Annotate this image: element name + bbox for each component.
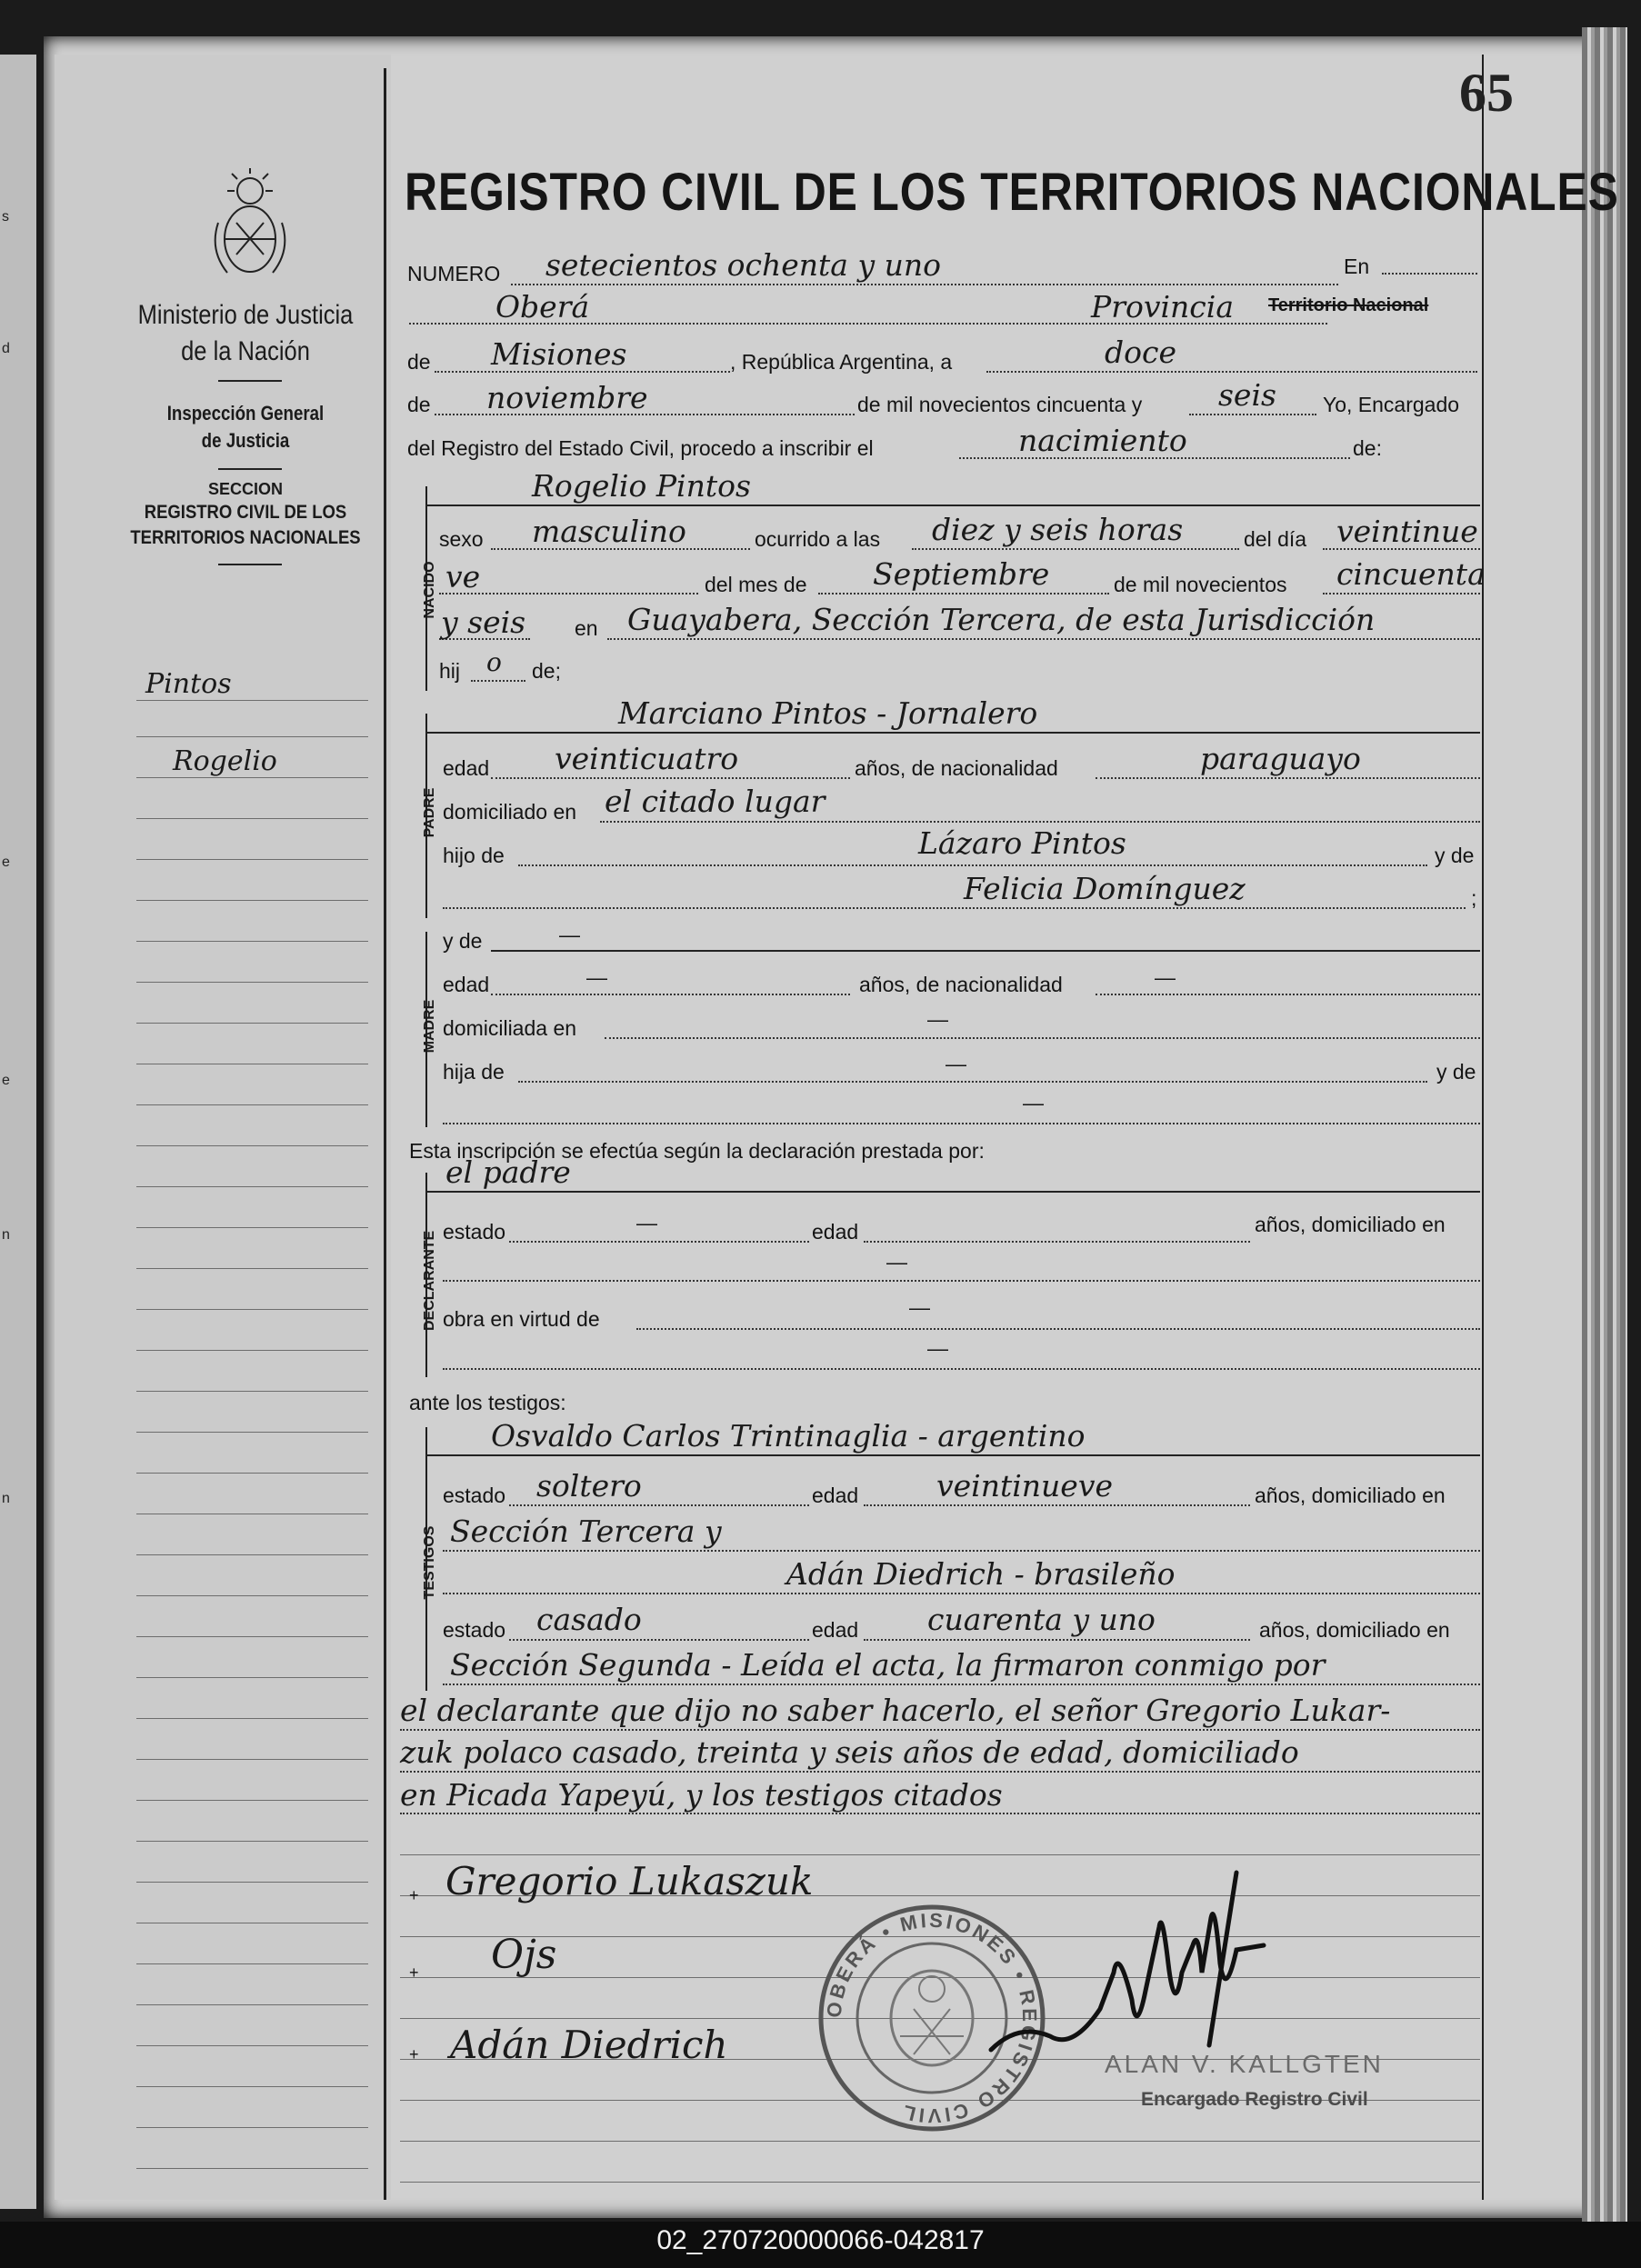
madre-y-de-end-label: y de (1436, 1060, 1476, 1084)
testigo-1-name-line (425, 1454, 1480, 1456)
header-divider (218, 380, 282, 382)
closing-line-3-rule (400, 1813, 1480, 1814)
declarante-obra-line (636, 1328, 1480, 1330)
signature-mark: + (409, 1886, 419, 1904)
declarante-dash: — (636, 1211, 657, 1234)
signature-mark: + (409, 1963, 419, 1982)
year-line (1189, 414, 1316, 415)
testigo-2-estado-line (509, 1639, 809, 1641)
officer-name: ALAN V. KALLGTEN (1105, 2050, 1384, 2078)
padre-hijo-de-value: Lázaro Pintos (918, 825, 1126, 861)
provincia-value: Provincia (1091, 289, 1235, 325)
de-colon: de: (1353, 436, 1382, 460)
nacido-label: NACIDO (422, 561, 437, 619)
lugar-value: Guayabera, Sección Tercera, de esta Jurisdicción (627, 602, 1376, 637)
previous-page-fragment: s (2, 209, 9, 225)
padre-domicilio-label: domiciliado en (443, 800, 577, 824)
officer-signature-icon (964, 1863, 1327, 2082)
signature-declarant: Gregorio Lukaszuk (445, 1859, 814, 1903)
madre-dash: — (586, 965, 607, 989)
nacido-mil-label: de mil novecientos (1114, 573, 1287, 596)
padre-hijo-de-label: hijo de (443, 844, 505, 867)
stamp-text: OBERÁ • MISIONES • REGISTRO CIVIL (822, 1908, 1042, 2128)
signature-mark: + (409, 2045, 419, 2063)
hij-suffix: o (486, 647, 502, 677)
previous-page-fragment: e (2, 1073, 10, 1088)
mes-value: Septiembre (873, 556, 1050, 592)
testigo-1-name: Osvaldo Carlos Trintinaglia - argentino (491, 1418, 1086, 1454)
closing-line-1-rule (400, 1729, 1480, 1731)
padre-hijo-de-line (518, 864, 1427, 866)
margin-divider-line (384, 68, 386, 2200)
testigos-intro: ante los testigos: (409, 1391, 566, 1414)
padre-edad-value: veinticuatro (555, 741, 739, 776)
declarante-value-line (425, 1191, 1480, 1193)
madre-end-line (443, 1123, 1480, 1124)
padre-semicolon: ; (1471, 886, 1477, 910)
testigos-label: TESTIGOS (422, 1525, 437, 1600)
testigo-2-edad: cuarenta y uno (927, 1602, 1156, 1637)
dia-value-2: ve (445, 559, 481, 594)
testigo-1-domicilio-label: años, domiciliado en (1255, 1484, 1446, 1507)
declarante-estado-line (509, 1241, 809, 1243)
yo-label: Yo, Encargado (1323, 393, 1460, 416)
header-divider (218, 564, 282, 565)
testigo-2-name-line (443, 1593, 1480, 1594)
padre-nacionalidad-line (1096, 777, 1480, 779)
previous-page-fragment: d (2, 341, 10, 356)
declarante-estado-label: estado (443, 1220, 506, 1244)
previous-page-edge (0, 55, 36, 2209)
testigo-2-name: Adán Diedrich - brasileño (786, 1556, 1176, 1592)
nacido-name-line (425, 505, 1480, 506)
ministry-line-2: de la Nación (181, 336, 310, 366)
declarante-obra-label: obra en virtud de (443, 1307, 600, 1331)
republica-label: , República Argentina, a (730, 350, 953, 374)
declarante-label: DECLARANTE (422, 1230, 437, 1331)
nacido-de-label: de; (532, 659, 561, 683)
declarante-value: el padre (445, 1154, 571, 1190)
sexo-label: sexo (439, 527, 484, 551)
padre-y-de-label: y de (1435, 844, 1475, 867)
ministry-line-1: Ministerio de Justicia (137, 300, 354, 330)
madre-dash: — (559, 923, 580, 946)
testigo-2-edad-label: edad (812, 1618, 859, 1642)
nacido-en-label: en (575, 616, 598, 640)
inspection-line-1: Inspección General (166, 402, 325, 425)
madre-hija-de-line (518, 1081, 1427, 1083)
padre-edad-label: edad (443, 756, 490, 780)
hora-line (912, 548, 1239, 550)
province-value: Misiones (491, 336, 627, 372)
declarante-dash: — (909, 1295, 930, 1319)
section-word: SECCION (207, 480, 283, 498)
madre-edad-line (491, 994, 850, 995)
testigo-2-edad-line (864, 1639, 1250, 1641)
testigo-1-domicilio: Sección Tercera y (450, 1514, 722, 1549)
left-margin-column (55, 55, 391, 2200)
declarante-end-line (443, 1368, 1480, 1370)
padre-domicilio-value: el citado lugar (605, 784, 826, 819)
mes-line (818, 593, 1109, 594)
testigo-2-estado: casado (536, 1602, 642, 1637)
testigo-1-edad-line (864, 1504, 1250, 1506)
hora-value: diez y seis horas (932, 512, 1184, 547)
numero-value: setecientos ochenta y uno (545, 247, 941, 283)
declarante-edad-line (864, 1241, 1250, 1243)
sexo-value: masculino (532, 514, 686, 549)
madre-dash: — (946, 1052, 966, 1075)
del-dia-label: del día (1244, 527, 1307, 551)
document-title: REGISTRO CIVIL DE LOS TERRITORIOS NACIONALES (405, 163, 1619, 222)
padre-edad-line (491, 777, 850, 779)
testigo-1-domicilio-line (443, 1550, 1480, 1552)
section-name-line-1: REGISTRO CIVIL DE LOS (144, 502, 347, 523)
month-value: noviembre (486, 380, 648, 415)
header-divider (218, 468, 282, 470)
hij-line (471, 680, 525, 682)
testigo-1-edad-label: edad (812, 1484, 859, 1507)
previous-page-fragment: n (2, 1491, 10, 1506)
book-page-edges (1582, 27, 1627, 2227)
event-value: nacimiento (1018, 423, 1187, 458)
testigo-2-domicilio-label: años, domiciliado en (1259, 1618, 1450, 1642)
right-border-line (1482, 55, 1484, 2200)
testigo-2-domicilio: Sección Segunda - Leída el acta, la firmaron conmigo por (450, 1647, 1326, 1683)
officer-title: Encargado Registro Civil (1141, 2089, 1368, 2110)
mes-label: del mes de (705, 573, 807, 596)
anio-line (1323, 593, 1480, 594)
coat-of-arms-icon (209, 168, 291, 286)
place-value: Oberá (495, 289, 590, 325)
numero-line (511, 284, 1338, 285)
padre-madre-value: Felicia Domínguez (964, 871, 1246, 906)
closing-line-2: zuk polaco casado, treinta y seis años de edad, domiciliado (400, 1734, 1299, 1770)
de-label: de (407, 350, 431, 374)
madre-edad-label: edad (443, 973, 490, 996)
padre-name-line (425, 732, 1480, 734)
padre-nacionalidad-value: paraguayo (1200, 741, 1361, 776)
closing-line-1: el declarante que dijo no saber hacerlo, el señor Gregorio Lukar- (400, 1693, 1391, 1728)
year-value: seis (1218, 377, 1276, 413)
madre-domicilio-line (605, 1037, 1480, 1039)
declarante-domicilio-line (443, 1280, 1480, 1282)
day-value: doce (1105, 335, 1177, 370)
signature-witness-2: Adán Diedrich (450, 2023, 728, 2067)
dia-value-1: veintinue (1336, 514, 1478, 549)
signature-witness-1: Ojs (491, 1932, 557, 1978)
image-code: 02_270720000066-042817 (656, 2225, 985, 2255)
madre-domicilio-label: domiciliada en (443, 1016, 577, 1040)
margin-given-name: Rogelio (173, 745, 277, 777)
ocurrido-label: ocurrido a las (755, 527, 881, 551)
territorio-label: Territorio Nacional (1268, 295, 1429, 315)
testigo-1-estado: soltero (536, 1468, 642, 1504)
de-label: de (407, 393, 431, 416)
padre-name: Marciano Pintos - Jornalero (618, 695, 1038, 731)
padre-nacionalidad-label: años, de nacionalidad (855, 756, 1058, 780)
day-line (986, 371, 1477, 373)
testigo-2-domicilio-line (443, 1684, 1480, 1685)
nacido-name: Rogelio Pintos (532, 468, 751, 504)
previous-page-fragment: e (2, 854, 10, 870)
madre-dash: — (1155, 965, 1176, 989)
page-number: 65 (1459, 63, 1514, 123)
padre-label: PADRE (422, 787, 437, 838)
testigo-1-estado-line (509, 1504, 809, 1506)
margin-surname: Pintos (145, 668, 232, 700)
madre-dash: — (1023, 1091, 1044, 1114)
padre-domicilio-line (600, 821, 1480, 823)
en-label: En (1344, 255, 1370, 278)
closing-line-3: en Picada Yapeyú, y los testigos citados (400, 1777, 1003, 1813)
anio-value-2: y seis (441, 604, 526, 640)
testigo-1-estado-label: estado (443, 1484, 506, 1507)
hij-label: hij (439, 659, 461, 683)
declarante-domicilio-label: años, domiciliado en (1255, 1213, 1446, 1236)
inspection-line-2: de Justicia (201, 429, 290, 452)
madre-y-de-label: y de (443, 929, 483, 953)
madre-hija-de-label: hija de (443, 1060, 505, 1084)
madre-nacionalidad-label: años, de nacionalidad (859, 973, 1063, 996)
anio-value-1: cincuenta (1336, 556, 1486, 592)
testigo-2-estado-label: estado (443, 1618, 506, 1642)
madre-dash: — (927, 1007, 948, 1031)
declarante-dash: — (886, 1250, 907, 1274)
madre-nacionalidad-line (1096, 994, 1480, 995)
en-line (1382, 273, 1477, 275)
lugar-line (607, 638, 1480, 640)
declarante-dash: — (927, 1336, 948, 1360)
closing-line-2-rule (400, 1771, 1480, 1773)
madre-label: MADRE (422, 999, 437, 1054)
mil-label: de mil novecientos cincuenta y (857, 393, 1143, 416)
declarante-edad-label: edad (812, 1220, 859, 1244)
registro-label: del Registro del Estado Civil, procedo a inscribir el (407, 436, 874, 460)
padre-madre-line (443, 907, 1466, 909)
madre-name-line (491, 950, 1480, 952)
testigo-1-edad: veintinueve (936, 1468, 1114, 1504)
section-name-line-2: TERRITORIOS NACIONALES (130, 527, 361, 548)
numero-label: NUMERO (407, 262, 501, 285)
previous-page-fragment: n (2, 1227, 10, 1243)
declarante-intro: Esta inscripción se efectúa según la declaración prestada por: (409, 1139, 985, 1163)
